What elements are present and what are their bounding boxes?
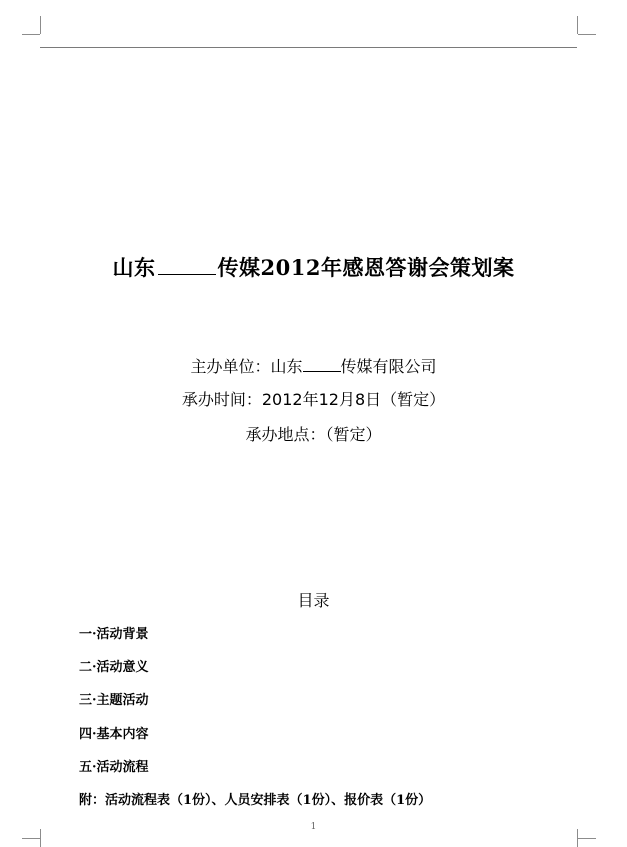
toc-item: 四·基本内容 bbox=[79, 727, 149, 742]
document-title bbox=[0, 252, 627, 282]
organizer-label: 主办单位： bbox=[190, 357, 271, 376]
toc-item: 五·活动流程 bbox=[79, 760, 149, 775]
header-rule bbox=[40, 47, 577, 48]
toc-item: 一·活动背景 bbox=[79, 627, 149, 642]
title-suffix: 传媒2012年感恩答谢会策划案 bbox=[217, 255, 515, 280]
toc-item: 三·主题活动 bbox=[79, 693, 149, 708]
crop-mark-top-left-h bbox=[22, 34, 40, 35]
title-prefix: 山东 bbox=[112, 255, 156, 280]
organizer-prefix: 山东 bbox=[270, 357, 303, 376]
crop-mark-top-right-h bbox=[578, 34, 596, 35]
crop-mark-top-left bbox=[40, 16, 41, 34]
organizer-suffix: 传媒有限公司 bbox=[340, 357, 437, 376]
page-number: 1 bbox=[310, 822, 317, 832]
title-blank-line bbox=[158, 256, 216, 275]
toc-heading: 目录 bbox=[297, 591, 330, 610]
place-line: 承办地点：（暂定） bbox=[245, 425, 382, 444]
crop-mark-top-right bbox=[577, 16, 578, 34]
crop-mark-bottom-left-h bbox=[22, 838, 40, 839]
crop-mark-bottom-right-h bbox=[578, 838, 596, 839]
toc-appendix: 附：活动流程表（1份）、人员安排表（1份）、报价表（1份） bbox=[79, 793, 432, 808]
time-line: 承办时间：2012年12月8日（暂定） bbox=[181, 390, 446, 409]
toc-item: 二·活动意义 bbox=[79, 660, 149, 675]
organizer-blank-line bbox=[303, 357, 341, 372]
organizer-line bbox=[0, 354, 627, 377]
